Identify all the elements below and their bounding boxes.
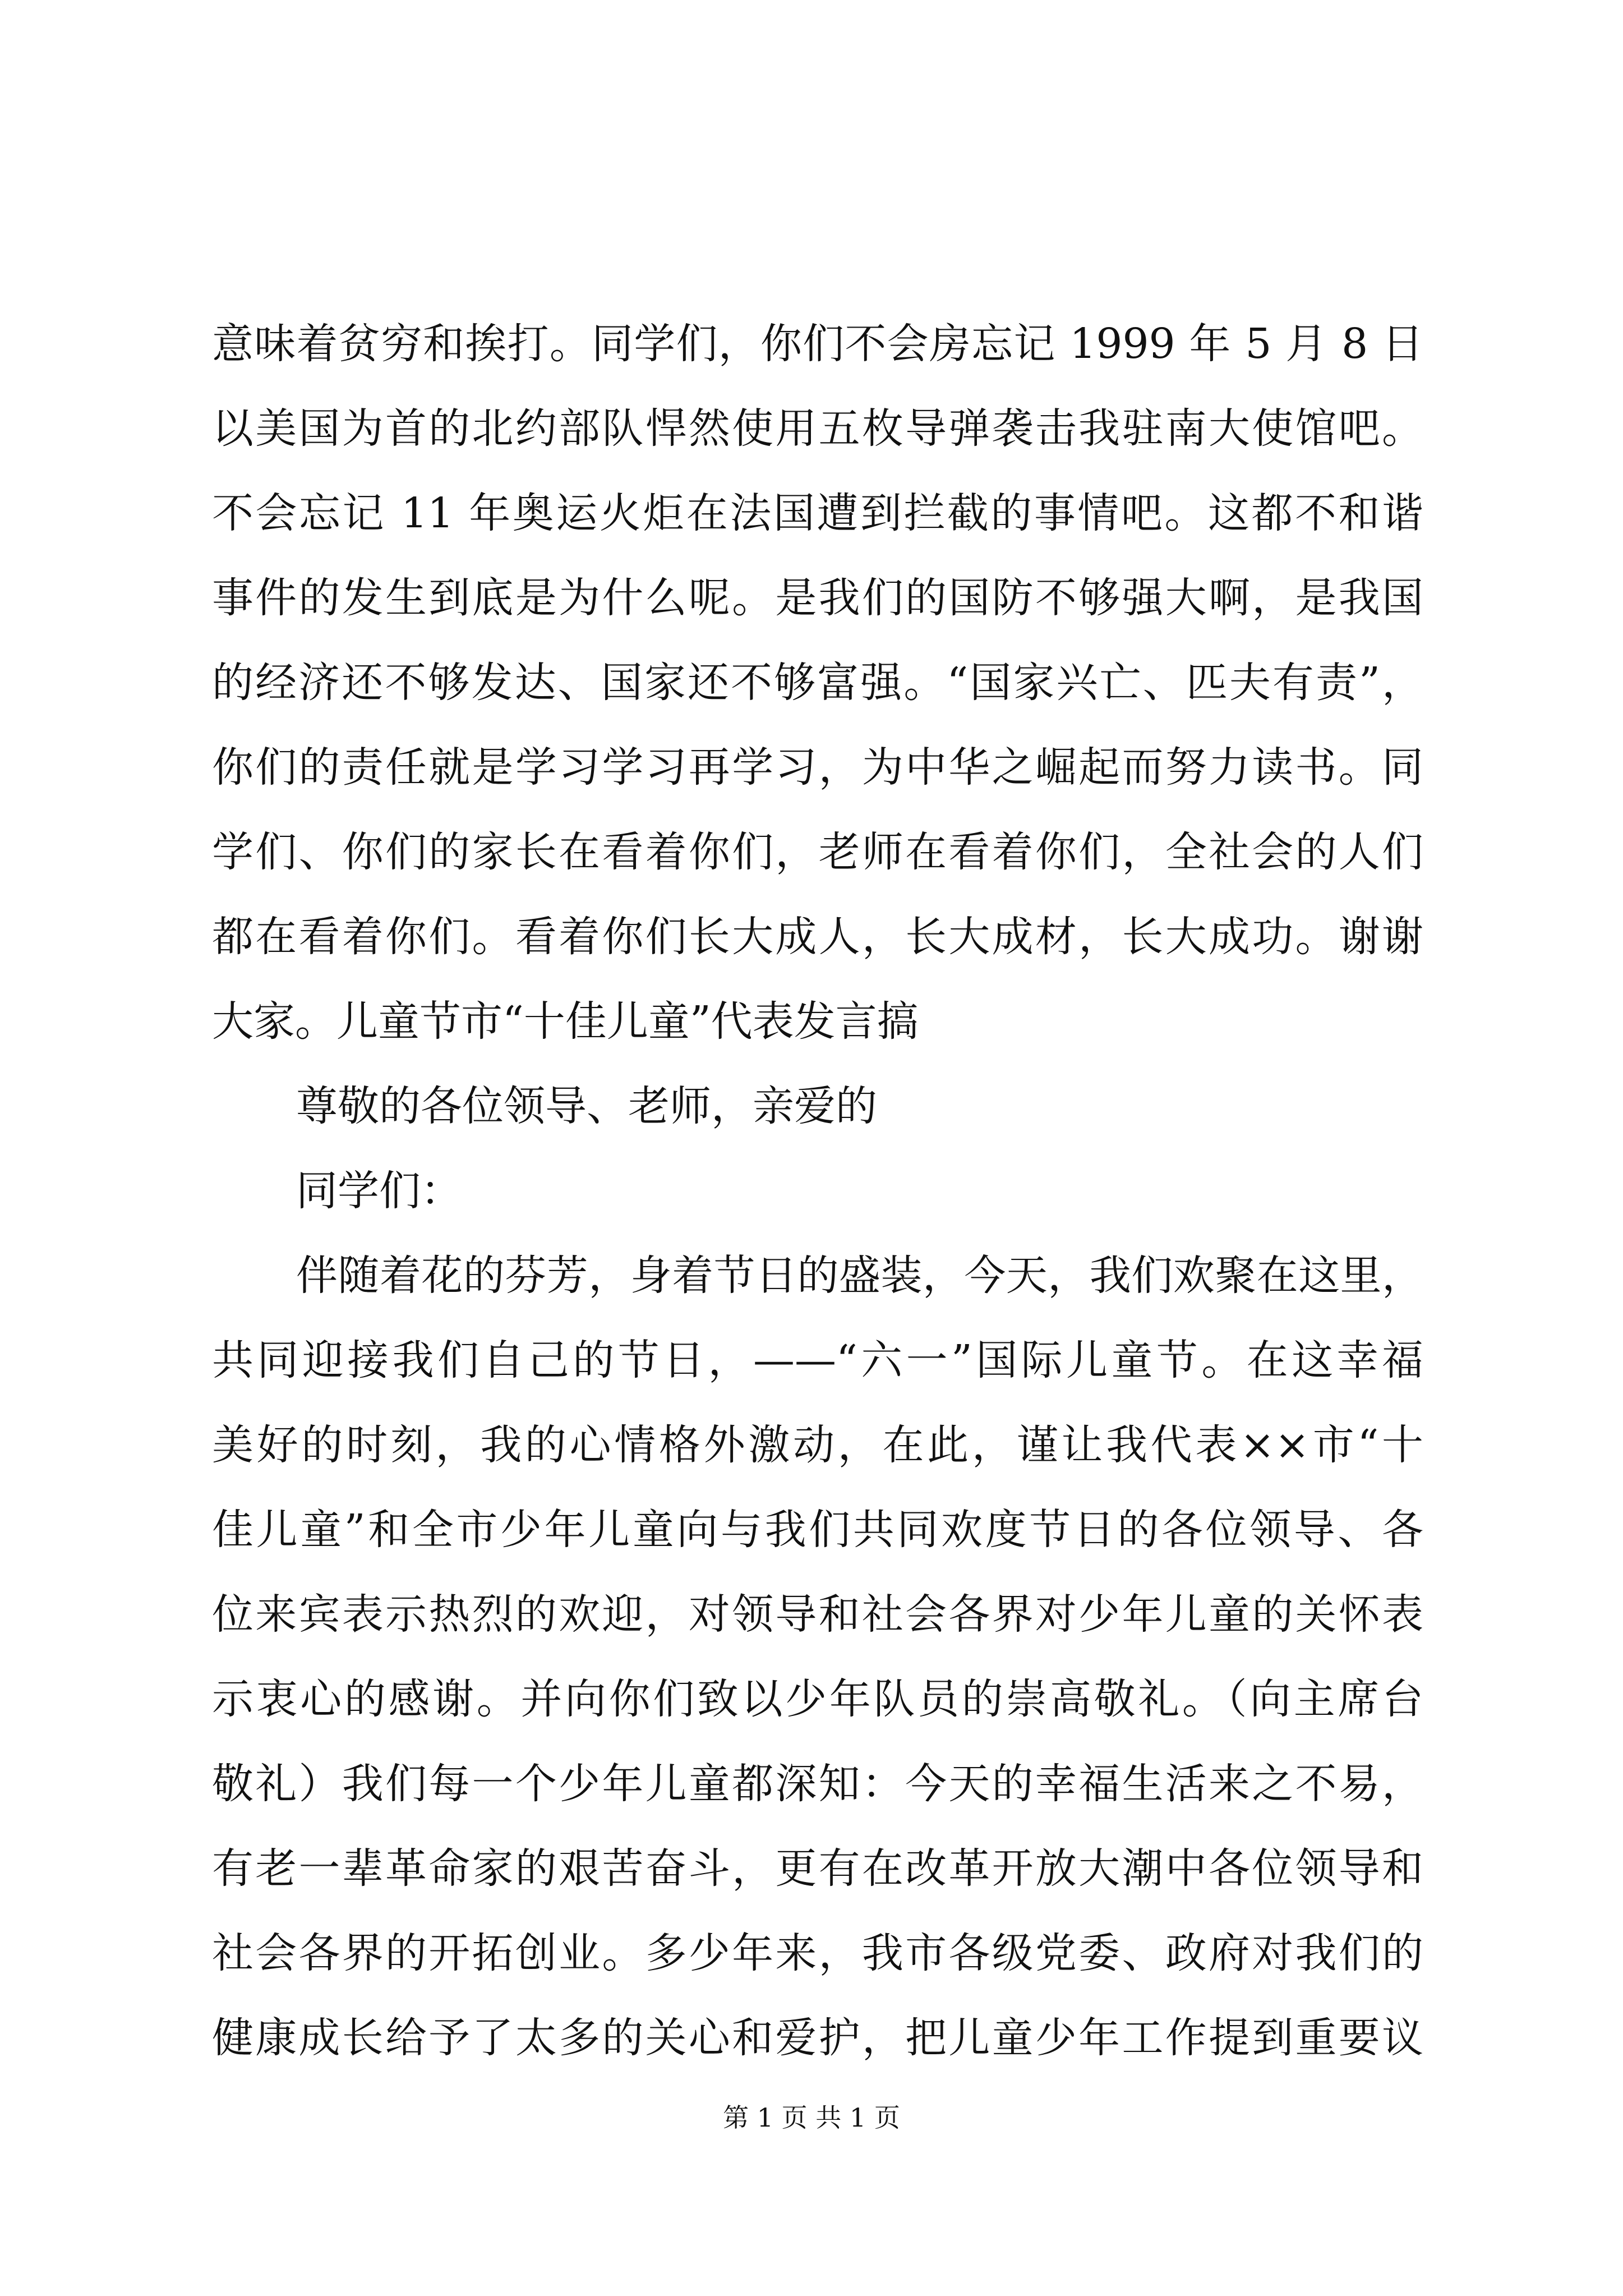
text-line: 都在看着你们。看着你们长大成人，长大成材，长大成功。谢谢 xyxy=(212,913,1423,961)
paragraph-first-line: 伴随着花的芬芳，身着节日的盛装，今天，我们欢聚在这里， xyxy=(296,1251,1423,1300)
text-line: 你们的责任就是学习学习再学习，为中华之崛起而努力读书。同 xyxy=(212,743,1423,792)
salutation-line: 尊敬的各位领导、老师，亲爱的 xyxy=(296,1082,877,1130)
text-line: 社会各界的开拓创业。多少年来，我市各级党委、政府对我们的 xyxy=(212,1929,1423,1977)
text-line: 美好的时刻，我的心情格外激动，在此，谨让我代表××市“十 xyxy=(212,1421,1423,1469)
text-line: 敬礼）我们每一个少年儿童都深知：今天的幸福生活来之不易， xyxy=(212,1760,1423,1808)
text-line: 不会忘记 11 年奥运火炬在法国遭到拦截的事情吧。这都不和谐 xyxy=(212,489,1423,537)
text-line: 位来宾表示热烈的欢迎，对领导和社会各界对少年儿童的关怀表 xyxy=(212,1590,1423,1639)
salutation-line: 同学们： xyxy=(296,1167,462,1215)
text-line: 示衷心的感谢。并向你们致以少年队员的崇高敬礼。（向主席台 xyxy=(212,1675,1423,1723)
text-line: 的经济还不够发达、国家还不够富强。“国家兴亡、匹夫有责”， xyxy=(212,659,1423,707)
text-line: 意味着贫穷和挨打。同学们，你们不会房忘记 1999 年 5 月 8 日 xyxy=(212,320,1423,368)
text-line: 大家。儿童节市“十佳儿童”代表发言搞 xyxy=(212,997,919,1046)
text-line: 有老一辈革命家的艰苦奋斗，更有在改革开放大潮中各位领导和 xyxy=(212,1844,1423,1893)
text-line: 佳儿童”和全市少年儿童向与我们共同欢度节日的各位领导、各 xyxy=(212,1506,1423,1554)
document-body xyxy=(212,302,1423,2081)
page-number: 第 1 页 共 1 页 xyxy=(723,2102,900,2133)
text-line: 共同迎接我们自己的节日，——“六一”国际儿童节。在这幸福 xyxy=(212,1336,1423,1384)
text-line: 健康成长给予了太多的关心和爱护，把儿童少年工作提到重要议 xyxy=(212,2014,1423,2062)
page-footer xyxy=(0,2101,1623,2134)
text-line: 学们、你们的家长在看着你们，老师在看着你们，全社会的人们 xyxy=(212,828,1423,876)
text-line: 以美国为首的北约部队悍然使用五枚导弹袭击我驻南大使馆吧。 xyxy=(212,404,1423,453)
text-line: 事件的发生到底是为什么呢。是我们的国防不够强大啊，是我国 xyxy=(212,574,1423,622)
